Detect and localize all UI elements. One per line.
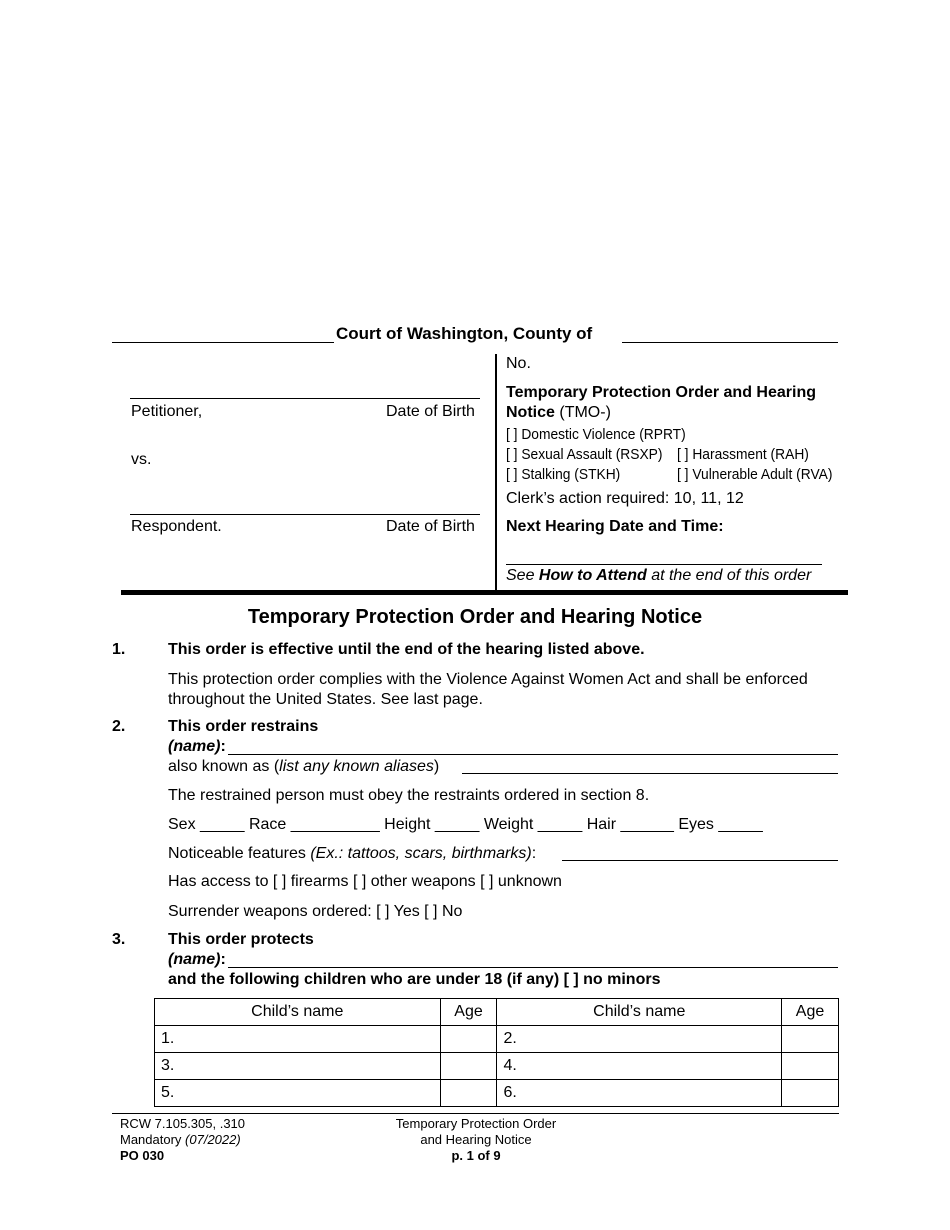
how-to-attend-note (506, 567, 811, 585)
section-3-heading: This order protects (168, 931, 314, 948)
footer-mandatory-pre: Mandatory (120, 1132, 186, 1147)
option-vulnerable-adult[interactable]: [ ] Vulnerable Adult (RVA) (677, 466, 833, 483)
caption-bottom-rule (121, 590, 848, 595)
child-name-header: Child’s name (497, 999, 782, 1026)
child-age-cell[interactable] (782, 1053, 839, 1080)
option-harassment[interactable]: [ ] Harassment (RAH) (677, 446, 809, 463)
section-2-number: 2. (112, 718, 126, 735)
restrained-name-label (168, 738, 226, 756)
petitioner-name-line[interactable] (130, 398, 480, 399)
section-1-number: 1. (112, 641, 126, 658)
restrained-name-line[interactable] (228, 754, 838, 755)
child-age-cell[interactable] (440, 1053, 497, 1080)
order-title-code: (TMO-) (559, 404, 611, 421)
child-age-cell[interactable] (440, 1026, 497, 1053)
aka-post: ) (433, 758, 440, 775)
footer-center-line2: and Hearing Notice (420, 1132, 532, 1147)
footer-center (376, 1116, 576, 1164)
features-pre: Noticeable features (168, 845, 311, 862)
section-3-number: 3. (112, 931, 126, 948)
child-age-cell[interactable] (782, 1080, 839, 1107)
court-heading: Court of Washington, County of (336, 324, 593, 343)
table-row (155, 1026, 839, 1053)
weapons-access[interactable]: Has access to [ ] firearms [ ] other weapons [ ] unknown (168, 873, 562, 890)
county-blank-left[interactable] (112, 342, 334, 343)
section-1-body: This protection order complies with the Violence Against Women Act and shall be enforced throughout the United States. See last page. (168, 671, 808, 708)
table-row (155, 1080, 839, 1107)
clerk-action-text: Clerk’s action required: 10, 11, 12 (506, 490, 744, 507)
respondent-name-line[interactable] (130, 514, 480, 515)
children-table (154, 998, 839, 1107)
protected-name-line[interactable] (228, 967, 838, 968)
aka-pre: also known as ( (168, 758, 280, 775)
table-row (155, 1053, 839, 1080)
child-name-cell[interactable]: 5. (155, 1080, 441, 1107)
next-hearing-label: Next Hearing Date and Time: (506, 518, 724, 535)
footer-rcw: RCW 7.105.305, .310 (120, 1116, 246, 1131)
case-number-label: No. (506, 355, 531, 372)
vs-label: vs. (131, 451, 152, 468)
child-age-cell[interactable] (440, 1080, 497, 1107)
option-domestic-violence[interactable]: [ ] Domestic Violence (RPRT) (506, 426, 686, 443)
order-title-bold: Temporary Protection Order and Hearing Notice (506, 384, 816, 421)
child-name-cell[interactable]: 6. (497, 1080, 782, 1107)
section-1-heading: This order is effective until the end of the hearing listed above. (168, 641, 645, 658)
footer-page-number: p. 1 of 9 (451, 1148, 501, 1163)
see-bold: How to Attend (538, 567, 647, 584)
protected-name-colon: : (220, 951, 226, 968)
see-post: at the end of this order (646, 567, 812, 584)
child-age-cell[interactable] (782, 1026, 839, 1053)
footer-rule (112, 1113, 839, 1114)
county-blank-right[interactable] (622, 342, 838, 343)
protected-name-italic: (name) (168, 951, 221, 968)
aka-label (168, 758, 439, 776)
obey-text: The restrained person must obey the restraints ordered in section 8. (168, 787, 650, 804)
footer-form-number: PO 030 (120, 1148, 165, 1163)
order-title-block (506, 383, 846, 423)
page-title: Temporary Protection Order and Hearing Notice (247, 606, 703, 628)
child-name-header: Child’s name (155, 999, 441, 1026)
child-name-cell[interactable]: 3. (155, 1053, 441, 1080)
surrender-weapons[interactable]: Surrender weapons ordered: [ ] Yes [ ] No (168, 903, 463, 920)
restrained-name-italic: (name) (168, 738, 221, 755)
aka-italic: list any known aliases (279, 758, 434, 775)
features-line[interactable] (562, 860, 838, 861)
child-name-cell[interactable]: 2. (497, 1026, 782, 1053)
petitioner-dob-label: Date of Birth (386, 403, 475, 420)
section-2-heading: This order restrains (168, 718, 319, 735)
protected-name-label (168, 951, 226, 969)
respondent-label: Respondent. (131, 518, 222, 535)
age-header: Age (782, 999, 839, 1026)
features-post: : (531, 845, 537, 862)
respondent-dob-label: Date of Birth (386, 518, 475, 535)
physical-descriptors[interactable]: Sex _____ Race __________ Height _____ Weight _____ Hair ______ Eyes _____ (168, 816, 763, 833)
child-name-cell[interactable]: 4. (497, 1053, 782, 1080)
footer-center-line1: Temporary Protection Order (395, 1116, 557, 1131)
next-hearing-line[interactable] (506, 564, 822, 565)
option-sexual-assault[interactable]: [ ] Sexual Assault (RSXP) (506, 446, 663, 463)
child-name-cell[interactable]: 1. (155, 1026, 441, 1053)
petitioner-label: Petitioner, (131, 403, 203, 420)
caption-divider (495, 354, 497, 590)
children-table-header (155, 999, 839, 1026)
children-line[interactable]: and the following children who are under 18 (if any) [ ] no minors (168, 971, 661, 988)
footer-mandatory (120, 1132, 245, 1148)
option-stalking[interactable]: [ ] Stalking (STKH) (506, 466, 621, 483)
footer-left (120, 1116, 245, 1164)
aka-line[interactable] (462, 773, 838, 774)
age-header: Age (440, 999, 497, 1026)
footer-mandatory-date: (07/2022) (185, 1132, 241, 1147)
restrained-name-colon: : (220, 738, 226, 755)
see-pre: See (506, 567, 539, 584)
features-italic: (Ex.: tattoos, scars, birthmarks) (310, 845, 532, 862)
features-label (168, 845, 536, 863)
